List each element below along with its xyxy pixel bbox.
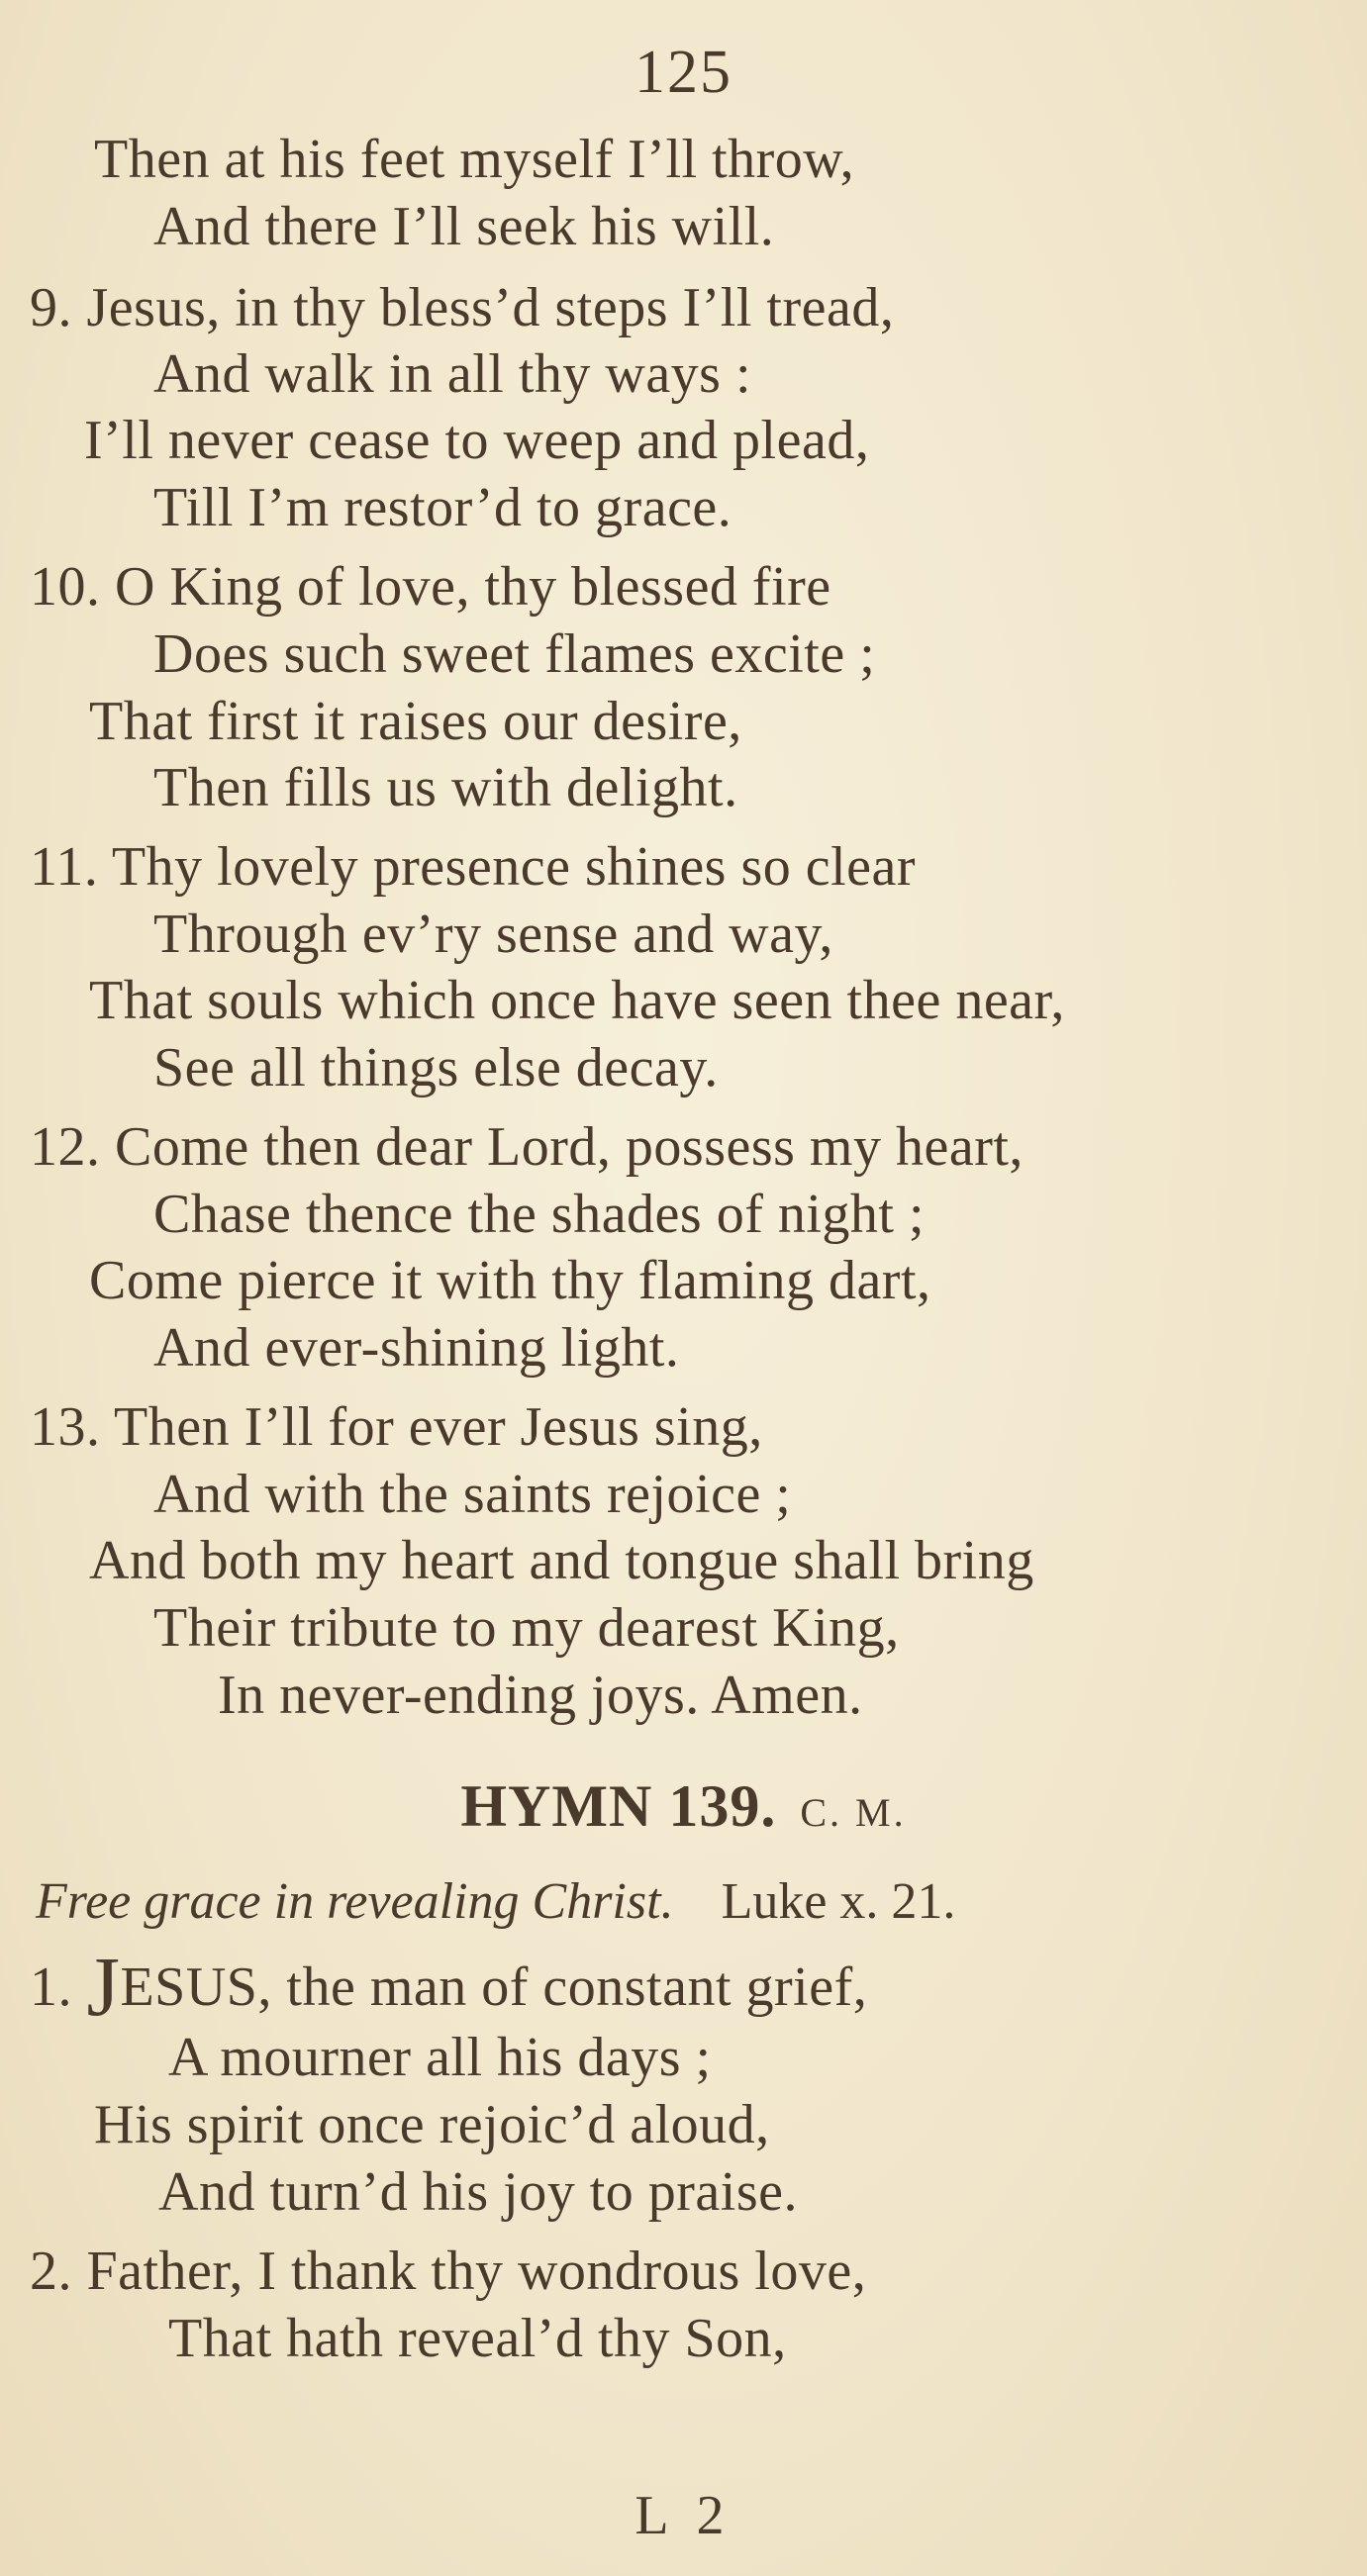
verse-line: That souls which once have seen thee near, <box>89 970 1065 1031</box>
verse-text: Come then dear Lord, possess my heart, <box>115 1116 1024 1178</box>
stanza-11-line-1 <box>30 834 916 900</box>
hymn-139-stanza-1-line-1 <box>30 1939 868 2034</box>
stanza-13-line-1 <box>30 1394 763 1460</box>
verse-line: See all things else decay. <box>153 1037 719 1098</box>
signature-mark: L 2 <box>635 2485 732 2546</box>
drop-cap: J <box>86 1939 121 2034</box>
verse-line: In never-ending joys. Amen. <box>218 1665 863 1726</box>
verse-line: And there I’ll seek his will. <box>153 196 775 257</box>
stanza-number: 11. <box>30 836 99 898</box>
stanza-number: 10. <box>30 556 101 618</box>
stanza-number: 9. <box>30 277 72 338</box>
stanza-number: 2. <box>30 2241 72 2302</box>
stanza-12-line-1 <box>30 1114 1024 1180</box>
hymn-139-stanza-2-line-1 <box>30 2239 866 2304</box>
verse-line: And ever-shining light. <box>153 1317 680 1379</box>
verse-line: And with the saints rejoice ; <box>153 1464 792 1525</box>
verse-line: And turn’d his joy to praise. <box>158 2161 798 2223</box>
verse-line: Does such sweet flames excite ; <box>153 623 876 685</box>
hymn-meter: C. M. <box>800 1790 907 1835</box>
stanza-number: 1. <box>30 1956 72 2018</box>
verse-text: Thy lovely presence shines so clear <box>111 836 917 898</box>
hymn-theme: Free grace in revealing Christ. <box>36 1873 674 1930</box>
hymn-subtitle <box>36 1870 955 1934</box>
verse-line: Then at his feet myself I’ll throw, <box>94 129 855 190</box>
verse-line: That first it raises our desire, <box>89 691 742 752</box>
scripture-reference: Luke x. 21. <box>721 1873 956 1930</box>
verse-line: Till I’m restor’d to grace. <box>153 477 732 538</box>
verse-line: I’ll never cease to weep and plead, <box>84 410 870 471</box>
stanza-number: 13. <box>30 1396 101 1458</box>
verse-text: Father, I thank thy wondrous love, <box>86 2241 867 2302</box>
verse-line: That hath reveal’d thy Son, <box>168 2308 787 2369</box>
verse-text: Jesus, in thy bless’d steps I’ll tread, <box>86 277 895 338</box>
verse-line: And walk in all thy ways : <box>153 343 752 405</box>
verse-text: O King of love, thy blessed fire <box>115 556 831 618</box>
verse-line: Through ev’ry sense and way, <box>153 904 833 965</box>
verse-line: His spirit once rejoic’d aloud, <box>94 2094 770 2155</box>
verse-line: A mourner all his days ; <box>168 2027 712 2088</box>
verse-text: ESUS, the man of constant grief, <box>120 1956 868 2018</box>
verse-line: Then fills us with delight. <box>153 757 738 818</box>
stanza-10-line-1 <box>30 554 831 620</box>
verse-line: Chase thence the shades of night ; <box>153 1184 926 1245</box>
stanza-9-line-1 <box>30 275 894 340</box>
verse-line: Their tribute to my dearest King, <box>153 1597 900 1659</box>
verse-line: Come pierce it with thy flaming dart, <box>89 1250 931 1311</box>
verse-line: And both my heart and tongue shall bring <box>89 1530 1034 1591</box>
page-number: 125 <box>635 39 732 106</box>
hymn-heading <box>0 1771 1367 1848</box>
stanza-number: 12. <box>30 1116 101 1178</box>
hymn-title: HYMN 139. <box>460 1773 777 1839</box>
verse-text: Then I’ll for ever Jesus sing, <box>114 1396 763 1458</box>
